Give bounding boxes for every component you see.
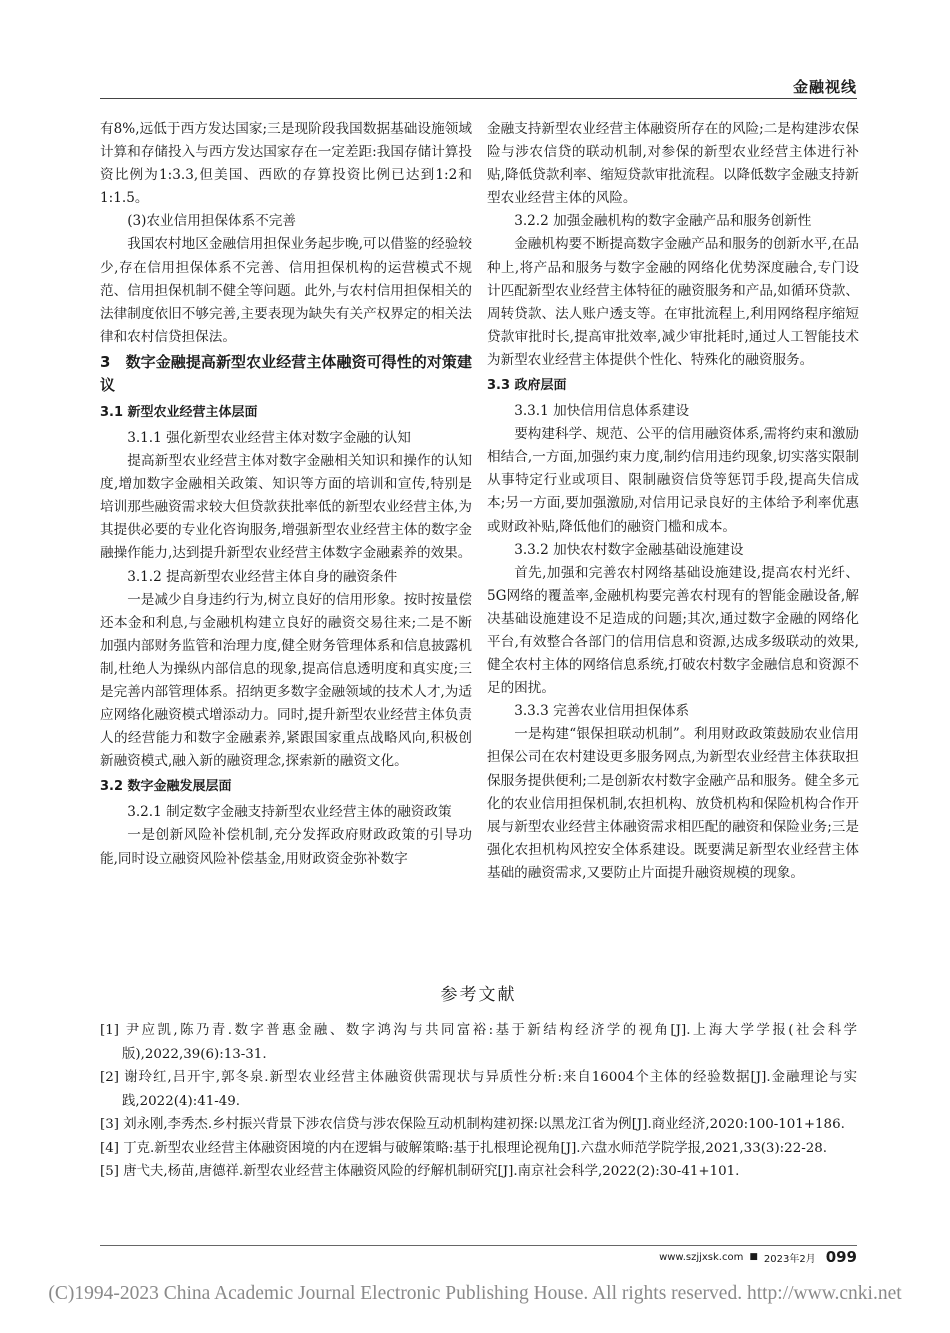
footer-date: 2023年2月 [763, 1253, 816, 1265]
paragraph: 我国农村地区金融信用担保业务起步晚,可以借鉴的经验较少,存在信用担保体系不完善、信用担保机构的运营模式不规范、信用担保机制不健全等问题。此外,与农村信用担保相关的法律制度依旧不够完善,主要表现为缺失有关产权界定的相关法律和农村信贷担保法。 [100, 236, 472, 345]
subheading: (3)农业信用担保体系不完善 [127, 213, 296, 230]
square-icon: ■ [749, 1252, 758, 1262]
reference-item: [1] 尹应凯,陈乃青.数字普惠金融、数字鸿沟与共同富裕:基于新结构经济学的视角[J].上海大学学报(社会科学版),2022,39(6):13-31. [100, 1023, 857, 1062]
copyright-watermark: (C)1994-2023 China Academic Journal Electronic Publishing House. All rights reserved. http://www.cnki.net [48, 1283, 902, 1304]
paragraph: 一是创新风险补偿机制,充分发挥政府财政政策的引导功能,同时设立融资风险补偿基金,用财政资金弥补数字 [100, 827, 472, 867]
subheading: 3.3.3 完善农业信用担保体系 [514, 703, 690, 720]
reference-item: [3] 刘永刚,李秀杰.乡村振兴背景下涉农信贷与涉农保险互动机制构建初探:以黑龙江省为例[J].商业经济,2020:100-101+186. [100, 1117, 845, 1132]
page-number: 099 [825, 1248, 857, 1266]
paragraph: 要构建科学、规范、公平的信用融资体系,需将约束和激励相结合,一方面,加强约束力度,制约信用违约现象,切实落实限制从事特定行业或项目、限制融资信贷等惩罚手段,提高失信成本;另一方面,要加强激励,对信用记录良好的主体给予利率优惠或财政补贴,降低他们的融资门槛和成本。 [487, 426, 859, 535]
paragraph: 金融机构要不断提高数字金融产品和服务的创新水平,在品种上,将产品和服务与数字金融的网络化优势深度融合,专门设计匹配新型农业经营主体特征的融资服务和产品,如循环贷款、周转贷款、法人账户透支等。在审批流程上,利用网络程序缩短贷款审批时长,提高审批效率,减少审批耗时,通过人工智能技术为新型农业经营主体提供个性化、特殊化的融资服务。 [487, 236, 859, 368]
right-column [487, 118, 859, 885]
references-title: 参考文献 [440, 985, 517, 1005]
paragraph: 一是构建“银保担联动机制”。利用财政政策鼓励农业信用担保公司在农村建设更多服务网点,为新型农业经营主体获取担保服务提供便利;二是创新农村数字金融产品和服务。健全多元化的农业信用担保机制,农担机构、放贷机构和保险机构合作开展与新型农业经营主体融资需求相匹配的融资和保险业务;三是强化农担机构风控安全体系建设。既要满足新型农业经营主体基础的融资需求,又要防止片面提升融资规模的现象。 [487, 726, 859, 881]
paragraph: 金融支持新型农业经营主体融资所存在的风险;二是构建涉农保险与涉农信贷的联动机制,对参保的新型农业经营主体进行补贴,降低贷款利率、缩短贷款审批流程。以降低数字金融支持新型农业经营主体的风险。 [487, 121, 859, 207]
page-header [100, 74, 857, 100]
subheading: 3.2.2 加强金融机构的数字金融产品和服务创新性 [514, 213, 812, 230]
reference-item: [2] 谢玲红,吕开宇,郭冬泉.新型农业经营主体融资供需现状与异质性分析:来自16004个主体的经验数据[J].金融理论与实践,2022(4):41-49. [100, 1070, 857, 1109]
reference-item: [4] 丁克.新型农业经营主体融资困境的内在逻辑与破解策略:基于扎根理论视角[J].六盘水师范学院学报,2021,33(3):22-28. [100, 1140, 828, 1156]
paragraph: 首先,加强和完善农村网络基础设施建设,提高农村光纤、5G网络的覆盖率,金融机构要完善农村现有的智能金融设备,解决基础设施建设不足造成的问题;其次,通过数字金融的网络化平台,有效整合各部门的信用信息和资源,达成多级联动的效果,健全农村主体的网络信息系统,打破农村数字金融信息和资源不足的困扰。 [487, 564, 859, 697]
page-footer [659, 1248, 857, 1266]
subheading: 3.2.1 制定数字金融支持新型农业经营主体的融资政策 [127, 804, 452, 821]
subheading: 3.3.1 加快信用信息体系建设 [514, 403, 690, 420]
subsection-heading: 3.1 新型农业经营主体层面 [100, 404, 258, 420]
section-name: 金融视线 [792, 78, 857, 96]
reference-item: [5] 唐弋夫,杨苗,唐德祥.新型农业经营主体融资风险的纾解机制研究[J].南京社会科学,2022(2):30-41+101. [100, 1164, 740, 1179]
paragraph: 一是减少自身违约行为,树立良好的信用形象。按时按量偿还本金和利息,与金融机构建立良好的融资交易往来;二是不断加强内部财务监管和治理力度,健全财务管理体系和信息披露机制,杜绝人为操纵内部信息的现象,提高信息透明度和真实度;三是完善内部管理体系。招纳更多数字金融领域的技术人才,为适应网络化融资模式增添动力。同时,提升新型农业经营主体负责人的经营能力和数字金融素养,紧跟国家重点战略风向,积极创新融资模式,融入新的融资理念,探索新的融资文化。 [100, 591, 472, 770]
subsection-heading: 3.2 数字金融发展层面 [100, 779, 232, 795]
subheading: 3.1.2 提高新型农业经营主体自身的融资条件 [127, 568, 398, 585]
paragraph: 提高新型农业经营主体对数字金融相关知识和操作的认知度,增加数字金融相关政策、知识等方面的培训和宣传,特别是培训那些融资需求较大但贷款获批率低的新型农业经营主体,为其提供必要的专业化咨询服务,增强新型农业经营主体的数字金融操作能力,达到提升新型农业经营主体数字金融素养的效果。 [100, 453, 472, 562]
header-rule [100, 98, 857, 99]
subheading: 3.3.2 加快农村数字金融基础设施建设 [514, 541, 744, 558]
footer-rule [100, 1245, 857, 1246]
paragraph: 有8%,远低于西方发达国家;三是现阶段我国数据基础设施领域计算和存储投入与西方发达国家存在一定差距:我国存储计算投资比例为1:3.3,但美国、西欧的存算投资比例已达到1:2和1:1.5。 [100, 121, 472, 207]
subheading: 3.1.1 强化新型农业经营主体对数字金融的认知 [127, 429, 411, 446]
footer-website: www.szjjxsk.com [659, 1251, 744, 1263]
subsection-heading: 3.3 政府层面 [487, 378, 567, 394]
left-column [100, 118, 472, 871]
section-heading: 3 数字金融提高新型农业经营主体融资可得性的对策建议 [100, 352, 472, 394]
references [100, 980, 857, 1184]
